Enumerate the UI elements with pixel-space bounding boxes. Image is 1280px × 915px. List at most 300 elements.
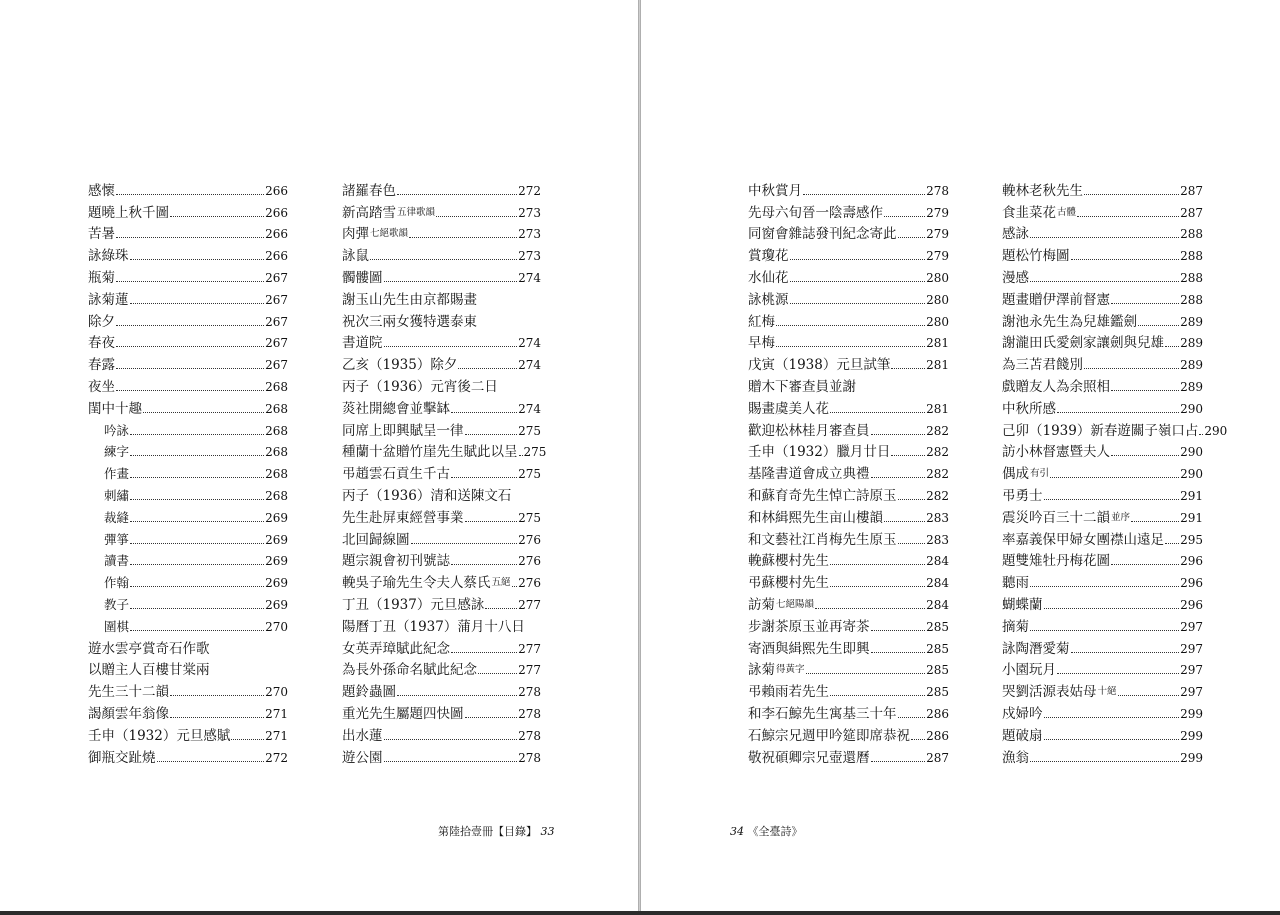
toc-entry[interactable] bbox=[1002, 722, 1203, 744]
toc-entry-note: 七絕歌韻 bbox=[370, 228, 409, 240]
toc-entry[interactable] bbox=[748, 264, 949, 286]
toc-entry-title: 菼社開總會並擊缽 bbox=[342, 400, 450, 417]
dot-leader bbox=[1111, 303, 1179, 304]
toc-entry[interactable] bbox=[1002, 395, 1203, 417]
toc-entry[interactable] bbox=[1002, 548, 1203, 570]
toc-entry[interactable] bbox=[342, 330, 541, 352]
toc-entry-page: 276 bbox=[518, 554, 541, 569]
toc-entry-title: 題宗親會初刊號誌 bbox=[342, 553, 450, 570]
toc-entry[interactable] bbox=[1002, 286, 1203, 308]
toc-entry[interactable] bbox=[342, 504, 541, 526]
toc-entry[interactable] bbox=[748, 635, 949, 657]
toc-entry[interactable] bbox=[1002, 504, 1203, 526]
toc-entry-page: 269 bbox=[265, 597, 288, 612]
toc-entry-page: 291 bbox=[1180, 488, 1203, 503]
dot-leader bbox=[231, 739, 264, 740]
toc-entry-title: 和林緝熙先生亩山樓韻 bbox=[748, 509, 883, 526]
dot-leader bbox=[519, 455, 523, 456]
toc-entry[interactable] bbox=[88, 395, 288, 417]
dot-leader bbox=[830, 564, 925, 565]
toc-entry[interactable] bbox=[88, 242, 288, 264]
toc-entry[interactable] bbox=[342, 351, 541, 373]
dot-leader bbox=[871, 630, 926, 631]
toc-entry[interactable] bbox=[342, 395, 541, 417]
toc-entry-page: 296 bbox=[1180, 576, 1203, 591]
toc-entry[interactable] bbox=[88, 591, 288, 613]
dot-leader bbox=[790, 259, 926, 260]
dot-leader bbox=[898, 717, 926, 718]
toc-entry-page: 299 bbox=[1180, 750, 1203, 765]
toc-entry[interactable] bbox=[342, 177, 541, 199]
toc-entry[interactable] bbox=[748, 504, 949, 526]
toc-entry-page: 282 bbox=[926, 423, 949, 438]
toc-entry[interactable] bbox=[88, 373, 288, 395]
toc-entry[interactable] bbox=[88, 286, 288, 308]
toc-entry-page: 285 bbox=[926, 663, 949, 678]
toc-entry[interactable] bbox=[748, 678, 949, 700]
toc-entry[interactable] bbox=[342, 526, 541, 548]
dot-leader bbox=[871, 652, 926, 653]
dot-leader bbox=[1030, 237, 1179, 238]
toc-entry-title: 弔賴雨若先生 bbox=[748, 684, 829, 701]
dot-leader bbox=[1118, 695, 1180, 696]
toc-entry-page: 274 bbox=[518, 358, 541, 373]
toc-entry-page: 272 bbox=[518, 183, 541, 198]
dot-leader bbox=[465, 434, 518, 435]
dot-leader bbox=[397, 194, 517, 195]
toc-entry[interactable] bbox=[342, 286, 541, 308]
toc-entry-title: 遊水雲亭賞奇石作歌 bbox=[88, 640, 210, 657]
toc-entry-note: 並序 bbox=[1111, 511, 1131, 523]
toc-entry[interactable] bbox=[1002, 569, 1203, 591]
toc-entry-page: 286 bbox=[926, 706, 949, 721]
toc-entry-page: 288 bbox=[1180, 227, 1203, 242]
toc-entry-page: 269 bbox=[265, 576, 288, 591]
dot-leader bbox=[871, 434, 926, 435]
toc-entry-page: 285 bbox=[926, 619, 949, 634]
dot-leader bbox=[898, 237, 926, 238]
toc-entry-title: 圍棋 bbox=[104, 618, 130, 634]
viewer-bottom-bar bbox=[0, 911, 1280, 915]
toc-entry[interactable] bbox=[88, 526, 288, 548]
toc-entry-title: 和李石鯨先生寓基三十年 bbox=[748, 705, 897, 722]
toc-entry-page: 275 bbox=[518, 510, 541, 525]
toc-entry-title: 以贈主人百樓甘棠兩 bbox=[88, 662, 210, 679]
toc-entry[interactable] bbox=[1002, 744, 1203, 766]
toc-entry[interactable] bbox=[748, 308, 949, 330]
toc-entry-title: 弔趙雲石貢生千古 bbox=[342, 466, 450, 483]
toc-entry-title: 步謝茶原玉並再寄茶 bbox=[748, 618, 870, 635]
dot-leader bbox=[485, 608, 517, 609]
dot-leader bbox=[465, 521, 518, 522]
dot-leader bbox=[384, 761, 518, 762]
toc-entry[interactable] bbox=[748, 286, 949, 308]
toc-entry-page: 280 bbox=[926, 314, 949, 329]
toc-entry[interactable] bbox=[1002, 613, 1203, 635]
toc-entry-page: 266 bbox=[265, 227, 288, 242]
toc-entry-title: 弔勇士 bbox=[1002, 487, 1043, 504]
dot-leader bbox=[116, 325, 264, 326]
dot-leader bbox=[116, 346, 264, 347]
toc-entry[interactable] bbox=[1002, 439, 1203, 461]
toc-entry-page: 279 bbox=[926, 205, 949, 220]
toc-entry[interactable] bbox=[342, 635, 541, 657]
dot-leader bbox=[130, 586, 264, 587]
toc-entry[interactable] bbox=[342, 700, 541, 722]
dot-leader bbox=[116, 194, 264, 195]
dot-leader bbox=[1077, 216, 1179, 217]
toc-entry-page: 275 bbox=[518, 467, 541, 482]
toc-entry-title: 裁縫 bbox=[104, 509, 130, 525]
toc-entry[interactable] bbox=[342, 264, 541, 286]
toc-entry[interactable] bbox=[1002, 417, 1228, 439]
toc-entry-page: 283 bbox=[926, 510, 949, 525]
toc-entry-title: 謝玉山先生由京都賜畫 bbox=[342, 291, 477, 308]
toc-entry[interactable] bbox=[342, 613, 541, 635]
toc-entry[interactable] bbox=[88, 548, 288, 570]
dot-leader bbox=[451, 652, 517, 653]
dot-leader bbox=[891, 455, 925, 456]
dot-leader bbox=[130, 608, 264, 609]
toc-entry-title: 除夕 bbox=[88, 313, 115, 330]
toc-entry-page: 277 bbox=[518, 641, 541, 656]
dot-leader bbox=[871, 761, 926, 762]
dot-leader bbox=[130, 564, 264, 565]
toc-entry-page: 266 bbox=[265, 249, 288, 264]
toc-entry[interactable] bbox=[748, 199, 949, 221]
toc-entry-page: 266 bbox=[265, 183, 288, 198]
toc-entry-page: 289 bbox=[1180, 314, 1203, 329]
dot-leader bbox=[130, 543, 264, 544]
toc-entry[interactable] bbox=[88, 351, 288, 373]
toc-entry[interactable] bbox=[88, 177, 288, 199]
dot-leader bbox=[898, 543, 926, 544]
toc-entry-title: 髑髏圖 bbox=[342, 269, 383, 286]
dot-leader bbox=[397, 695, 517, 696]
dot-leader bbox=[1131, 521, 1179, 522]
toc-entry[interactable] bbox=[1002, 591, 1203, 613]
toc-entry-title: 謝瀧田氏愛劍家讓劍與兒雄 bbox=[1002, 335, 1164, 352]
footer-label: 第陸拾壹冊【目錄】 bbox=[438, 825, 537, 838]
toc-entry-page: 273 bbox=[518, 227, 541, 242]
dot-leader bbox=[790, 303, 926, 304]
toc-entry-title: 同窗會雜誌發刊紀念寄此 bbox=[748, 226, 897, 243]
toc-entry-page: 291 bbox=[1180, 510, 1203, 525]
toc-entry-title: 肉彈 bbox=[342, 226, 369, 243]
toc-entry-title: 漁翁 bbox=[1002, 749, 1029, 766]
toc-entry-title: 夜坐 bbox=[88, 378, 115, 395]
toc-entry[interactable] bbox=[748, 657, 949, 679]
toc-entry-page: 297 bbox=[1180, 619, 1203, 634]
toc-entry[interactable] bbox=[1002, 242, 1203, 264]
toc-entry[interactable] bbox=[88, 613, 288, 635]
dot-leader bbox=[1138, 325, 1179, 326]
dot-leader bbox=[1071, 259, 1180, 260]
toc-entry[interactable] bbox=[342, 460, 541, 482]
toc-entry-title: 刺繡 bbox=[104, 487, 130, 503]
toc-entry-title: 蝴蝶蘭 bbox=[1002, 596, 1043, 613]
toc-entry[interactable] bbox=[1002, 330, 1203, 352]
toc-entry-title: 壬申（1932）臘月廿日 bbox=[748, 444, 891, 461]
toc-entry-page: 283 bbox=[926, 532, 949, 547]
toc-entry-title: 詠綠珠 bbox=[88, 248, 129, 265]
toc-entry[interactable] bbox=[748, 548, 949, 570]
toc-entry[interactable] bbox=[342, 569, 541, 591]
toc-entry-page: 278 bbox=[518, 706, 541, 721]
toc-entry[interactable] bbox=[342, 242, 541, 264]
toc-entry[interactable] bbox=[748, 351, 949, 373]
toc-entry[interactable] bbox=[342, 308, 541, 330]
dot-leader bbox=[1165, 346, 1179, 347]
toc-entry[interactable] bbox=[342, 591, 541, 613]
toc-entry[interactable] bbox=[88, 504, 288, 526]
toc-entry[interactable] bbox=[342, 657, 541, 679]
toc-entry[interactable] bbox=[88, 221, 288, 243]
toc-entry-title: 先生赴屏東經營事業 bbox=[342, 509, 464, 526]
toc-entry[interactable] bbox=[748, 242, 949, 264]
toc-entry-page: 297 bbox=[1180, 663, 1203, 678]
toc-entry[interactable] bbox=[342, 678, 541, 700]
toc-entry[interactable] bbox=[1002, 700, 1203, 722]
dot-leader bbox=[130, 477, 264, 478]
toc-entry-title: 春夜 bbox=[88, 335, 115, 352]
toc-entry[interactable] bbox=[88, 439, 288, 461]
toc-entry[interactable] bbox=[88, 657, 288, 679]
toc-entry-page: 296 bbox=[1180, 554, 1203, 569]
toc-entry[interactable] bbox=[748, 373, 949, 395]
toc-entry-page: 284 bbox=[926, 576, 949, 591]
toc-entry-title: 北回歸線圖 bbox=[342, 531, 410, 548]
dot-leader bbox=[384, 739, 518, 740]
toc-entry[interactable] bbox=[748, 569, 949, 591]
dot-leader bbox=[1165, 543, 1179, 544]
toc-entry[interactable] bbox=[748, 439, 949, 461]
toc-entry[interactable] bbox=[88, 700, 288, 722]
toc-entry[interactable] bbox=[88, 482, 288, 504]
toc-entry[interactable] bbox=[88, 460, 288, 482]
toc-entry-title: 賞瓊花 bbox=[748, 248, 789, 265]
toc-entry-title: 和文藝社江肖梅先生原玉 bbox=[748, 531, 897, 548]
toc-entry-title: 題曉上秋千圖 bbox=[88, 204, 169, 221]
toc-entry-note: 七絕陽韻 bbox=[776, 598, 815, 610]
toc-entry-title: 戲贈友人為余照相 bbox=[1002, 378, 1110, 395]
toc-entry-page: 285 bbox=[926, 641, 949, 656]
toc-entry-title: 為長外孫命名賦此紀念 bbox=[342, 662, 477, 679]
toc-entry[interactable] bbox=[1002, 526, 1203, 548]
dot-leader bbox=[384, 281, 518, 282]
toc-entry[interactable] bbox=[1002, 657, 1203, 679]
toc-entry[interactable] bbox=[342, 548, 541, 570]
toc-entry[interactable] bbox=[748, 482, 949, 504]
toc-entry-title: 賜畫虞美人花 bbox=[748, 400, 829, 417]
toc-entry[interactable] bbox=[88, 744, 288, 766]
toc-entry[interactable] bbox=[88, 722, 288, 744]
toc-entry[interactable] bbox=[342, 482, 541, 504]
toc-entry-page: 273 bbox=[518, 205, 541, 220]
dot-leader bbox=[1044, 608, 1180, 609]
toc-entry[interactable] bbox=[748, 417, 949, 439]
dot-leader bbox=[776, 325, 925, 326]
toc-entry[interactable] bbox=[88, 635, 288, 657]
page-footer bbox=[730, 823, 803, 839]
dot-leader bbox=[1030, 586, 1179, 587]
toc-entry-page: 277 bbox=[518, 597, 541, 612]
toc-entry-page: 276 bbox=[518, 576, 541, 591]
toc-entry-page: 270 bbox=[265, 685, 288, 700]
toc-entry[interactable] bbox=[88, 569, 288, 591]
dot-leader bbox=[1044, 739, 1180, 740]
dot-leader bbox=[1044, 717, 1180, 718]
toc-entry-title: 詠鼠 bbox=[342, 248, 369, 265]
toc-entry-title: 書道院 bbox=[342, 335, 383, 352]
toc-entry-page: 297 bbox=[1180, 641, 1203, 656]
toc-entry-page: 268 bbox=[265, 423, 288, 438]
dot-leader bbox=[409, 237, 517, 238]
toc-entry-page: 285 bbox=[926, 685, 949, 700]
toc-entry-title: 題松竹梅圖 bbox=[1002, 248, 1070, 265]
toc-entry[interactable] bbox=[748, 744, 949, 766]
dot-leader bbox=[1199, 434, 1203, 435]
toc-entry[interactable] bbox=[1002, 177, 1203, 199]
toc-entry-page: 282 bbox=[926, 488, 949, 503]
toc-entry-title: 感詠 bbox=[1002, 226, 1029, 243]
toc-entry[interactable] bbox=[342, 722, 541, 744]
toc-entry-title: 丁丑（1937）元旦感詠 bbox=[342, 596, 485, 613]
toc-entry[interactable] bbox=[748, 395, 949, 417]
toc-entry-title: 閨中十趣 bbox=[88, 400, 142, 417]
toc-entry-page: 267 bbox=[265, 292, 288, 307]
toc-entry-title: 為三苫君餞別 bbox=[1002, 357, 1083, 374]
toc-entry-page: 282 bbox=[926, 445, 949, 460]
toc-entry-title: 謝池永先生為兒雄鑑劍 bbox=[1002, 313, 1137, 330]
toc-entry[interactable] bbox=[1002, 460, 1203, 482]
toc-entry-note: 有引 bbox=[1030, 468, 1050, 480]
toc-entry[interactable] bbox=[748, 177, 949, 199]
toc-entry[interactable] bbox=[1002, 264, 1203, 286]
toc-entry[interactable] bbox=[748, 722, 949, 744]
toc-entry[interactable] bbox=[342, 221, 541, 243]
toc-entry-title: 摘菊 bbox=[1002, 618, 1029, 635]
toc-entry-page: 287 bbox=[1180, 183, 1203, 198]
toc-entry-page: 282 bbox=[926, 467, 949, 482]
toc-entry[interactable] bbox=[88, 199, 288, 221]
toc-entry[interactable] bbox=[342, 373, 541, 395]
toc-entry-title: 輓蘇櫻村先生 bbox=[748, 553, 829, 570]
toc-entry[interactable] bbox=[748, 221, 949, 243]
toc-entry[interactable] bbox=[88, 264, 288, 286]
toc-entry-page: 284 bbox=[926, 554, 949, 569]
toc-entry[interactable] bbox=[748, 460, 949, 482]
toc-entry-page: 272 bbox=[265, 750, 288, 765]
toc-entry[interactable] bbox=[1002, 351, 1203, 373]
toc-entry-title: 感懷 bbox=[88, 182, 115, 199]
toc-entry-title: 諸羅春色 bbox=[342, 182, 396, 199]
toc-entry-page: 288 bbox=[1180, 249, 1203, 264]
dot-leader bbox=[130, 259, 265, 260]
toc-entry-title: 女英弄璋賦此紀念 bbox=[342, 640, 450, 657]
toc-entry[interactable] bbox=[1002, 308, 1203, 330]
dot-leader bbox=[116, 368, 264, 369]
toc-entry-title: 同席上即興賦呈一律 bbox=[342, 422, 464, 439]
toc-entry-page: 279 bbox=[926, 227, 949, 242]
toc-entry-title: 詠陶潛愛菊 bbox=[1002, 640, 1070, 657]
toc-entry-page: 281 bbox=[926, 336, 949, 351]
toc-entry-page: 270 bbox=[265, 619, 288, 634]
toc-entry-page: 281 bbox=[926, 401, 949, 416]
toc-entry-title: 石鯨宗兄週甲吟筵即席恭祝 bbox=[748, 727, 910, 744]
toc-entry[interactable] bbox=[1002, 678, 1203, 700]
toc-entry-page: 267 bbox=[265, 314, 288, 329]
toc-entry[interactable] bbox=[1002, 221, 1203, 243]
dot-leader bbox=[776, 346, 925, 347]
toc-entry[interactable] bbox=[342, 744, 541, 766]
dot-leader bbox=[1030, 281, 1179, 282]
toc-entry-page: 280 bbox=[926, 270, 949, 285]
toc-entry[interactable] bbox=[1002, 482, 1203, 504]
toc-entry[interactable] bbox=[1002, 373, 1203, 395]
toc-entry-page: 274 bbox=[518, 270, 541, 285]
toc-entry-page: 295 bbox=[1180, 532, 1203, 547]
toc-entry[interactable] bbox=[342, 199, 541, 221]
toc-entry-title: 彈箏 bbox=[104, 531, 130, 547]
dot-leader bbox=[384, 346, 518, 347]
toc-entry[interactable] bbox=[748, 700, 949, 722]
dot-leader bbox=[830, 586, 925, 587]
toc-entry[interactable] bbox=[748, 330, 949, 352]
toc-entry-title: 出水蓮 bbox=[342, 727, 383, 744]
dot-leader bbox=[116, 281, 264, 282]
dot-leader bbox=[512, 586, 518, 587]
toc-entry[interactable] bbox=[342, 439, 547, 461]
toc-entry[interactable] bbox=[342, 417, 541, 439]
dot-leader bbox=[871, 477, 926, 478]
toc-entry-title: 率嘉義保甲婦女團襟山遠足 bbox=[1002, 531, 1164, 548]
toc-entry[interactable] bbox=[1002, 199, 1203, 221]
toc-entry-title: 戍婦吟 bbox=[1002, 705, 1043, 722]
toc-entry-page: 268 bbox=[265, 379, 288, 394]
toc-entry-title: 祝次三兩女獲特選泰東 bbox=[342, 313, 477, 330]
toc-entry-title: 吟詠 bbox=[104, 422, 130, 438]
toc-entry[interactable] bbox=[88, 330, 288, 352]
toc-entry-title: 題畫贈伊澤前督憲 bbox=[1002, 291, 1110, 308]
toc-entry[interactable] bbox=[748, 613, 949, 635]
toc-column bbox=[1002, 177, 1228, 766]
toc-entry-title: 謁顏雲年翁像 bbox=[88, 705, 169, 722]
toc-entry-title: 紅梅 bbox=[748, 313, 775, 330]
toc-entry-title: 重光先生屬題四快圖 bbox=[342, 705, 464, 722]
toc-entry[interactable] bbox=[748, 591, 949, 613]
toc-entry[interactable] bbox=[1002, 635, 1203, 657]
toc-entry-page: 268 bbox=[265, 401, 288, 416]
toc-column bbox=[748, 177, 949, 766]
toc-entry[interactable] bbox=[748, 526, 949, 548]
toc-entry-title: 輓吳子瑜先生令夫人蔡氏 bbox=[342, 575, 491, 592]
page-number: 33 bbox=[540, 825, 555, 838]
toc-entry[interactable] bbox=[88, 308, 288, 330]
toc-entry-title: 中秋所感 bbox=[1002, 400, 1056, 417]
toc-entry-page: 289 bbox=[1180, 358, 1203, 373]
toc-entry[interactable] bbox=[88, 417, 288, 439]
toc-entry-page: 296 bbox=[1180, 597, 1203, 612]
toc-entry-page: 268 bbox=[265, 467, 288, 482]
dot-leader bbox=[815, 608, 925, 609]
toc-entry-page: 275 bbox=[518, 423, 541, 438]
toc-entry-title: 春露 bbox=[88, 357, 115, 374]
toc-entry[interactable] bbox=[88, 678, 288, 700]
toc-entry-note: 十絕 bbox=[1097, 686, 1117, 698]
toc-entry-page: 267 bbox=[265, 358, 288, 373]
toc-entry-page: 269 bbox=[265, 532, 288, 547]
